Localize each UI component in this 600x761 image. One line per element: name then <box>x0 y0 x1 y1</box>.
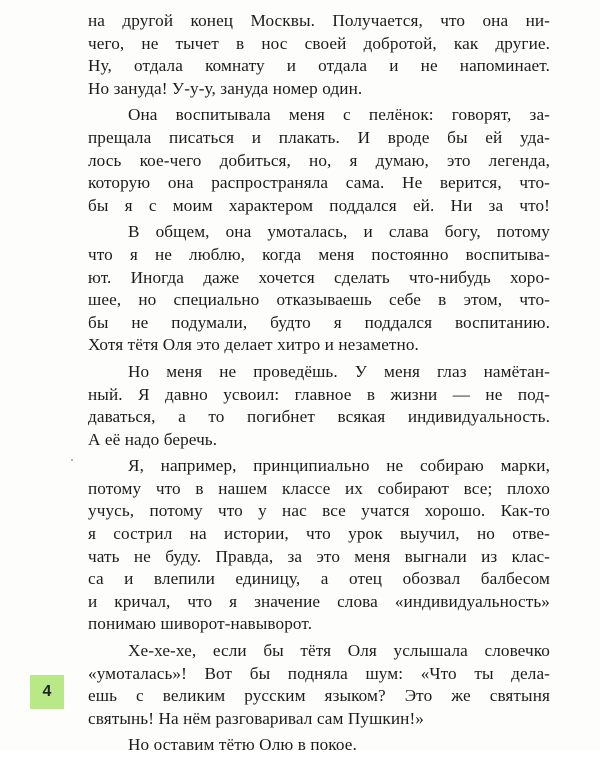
text-line: Хе-хе-хе, если бы тётя Оля услышала словечко <box>128 641 550 661</box>
text-line: А её надо беречь. <box>88 429 218 449</box>
text-line: чего, не тычет в нос своей добротой, как другие. <box>88 33 550 53</box>
scan-speck <box>71 459 73 461</box>
paragraph <box>88 104 550 217</box>
text-line: Хотя тётя Оля это делает хитро и незаметно. <box>88 335 419 355</box>
page-number-badge <box>30 675 64 709</box>
text-line: Она воспитывала меня с пелёнок: говорят, за- <box>128 105 550 125</box>
text-line: Ну, отдала комнату и отдала и не напоминает. <box>88 56 550 76</box>
paragraph <box>88 221 550 357</box>
text-line: ют. Иногда даже хочется сделать что-нибудь хоро- <box>88 267 550 287</box>
paragraph <box>88 455 550 636</box>
text-line: и кричал, что я значение слова «индивидуальность» <box>88 591 550 611</box>
text-line: учусь, потому что у нас все учатся хорошо. Как-то <box>88 501 550 521</box>
text-line: потому что в нашем классе их собирают все; плохо <box>88 478 550 498</box>
text-line: лось кое-чего добиться, но, я думаю, это легенда, <box>88 150 550 170</box>
text-line: прещала писаться и плакать. И вроде бы ей уда- <box>88 127 550 147</box>
text-line: Но зануда! У-у-у, зануда номер один. <box>88 78 363 98</box>
text-line: бы не подумали, будто я поддался воспитанию. <box>88 312 550 332</box>
text-line: Но меня не проведёшь. У меня глаз намётан- <box>128 361 550 381</box>
text-line: шее, но специально отказываешь себе в этом, что- <box>88 290 550 310</box>
page-text <box>88 10 550 761</box>
text-line: «умоталась»! Вот бы подняла шум: «Что ты дела- <box>88 663 550 683</box>
page-number: 4 <box>42 683 52 700</box>
text-line: Я, например, принципиально не собираю марки, <box>128 456 550 476</box>
text-line: святынь! На нём разговаривал сам Пушкин!» <box>88 708 424 728</box>
text-line: са и влепили единицу, а отец обозвал балбесом <box>88 569 550 589</box>
text-line: бы я с моим характером поддался ей. Ни за что! <box>88 195 550 215</box>
text-line: что я не люблю, когда меня постоянно воспитыва- <box>88 244 550 264</box>
text-line: чать не буду. Правда, за это меня выгнали из клас- <box>88 546 550 566</box>
paragraph <box>88 734 550 757</box>
text-line: ешь с великим русским языком? Это же святыня <box>88 686 550 706</box>
text-line: я сострил на истории, что урок выучил, но отве- <box>88 524 550 544</box>
text-line: В общем, она умоталась, и слава богу, потому <box>128 222 550 242</box>
text-line: Но оставим тётю Олю в покое. <box>128 735 357 755</box>
paragraph <box>88 640 550 730</box>
text-line: ный. Я давно усвоил: главное в жизни — не под- <box>88 384 550 404</box>
paragraph <box>88 361 550 451</box>
text-line: которую она распространяла сама. Не верится, что- <box>88 173 550 193</box>
paragraph <box>88 10 550 100</box>
text-line: понимаю шиворот-навыворот. <box>88 614 313 634</box>
text-line: даваться, а то погибнет всякая индивидуальность. <box>88 407 550 427</box>
text-line: на другой конец Москвы. Получается, что она ни- <box>88 11 550 30</box>
